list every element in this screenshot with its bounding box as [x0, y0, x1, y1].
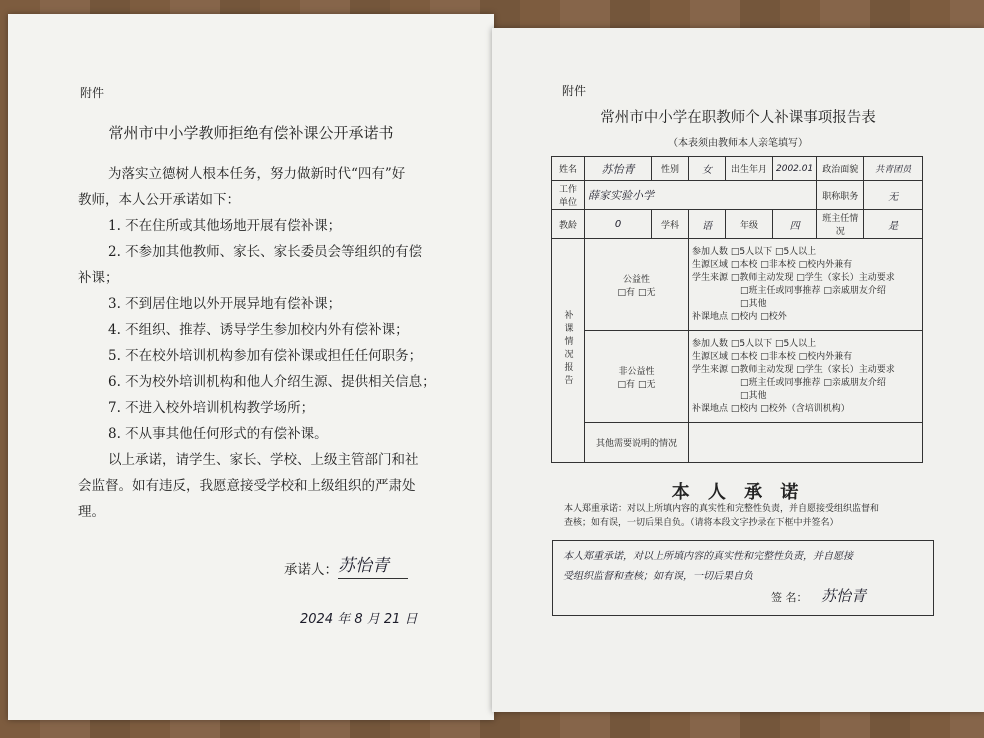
source-option: □其他 — [740, 298, 767, 309]
political-value: 共青团员 — [864, 157, 923, 181]
name-label: 姓名 — [552, 157, 585, 181]
gender-label: 性别 — [652, 157, 689, 181]
closing-line-1: 以上承诺，请学生、家长、学校、上级主管部门和社 — [108, 452, 419, 468]
intro-line-2: 教师，本人公开承诺如下： — [78, 192, 240, 208]
section-label — [552, 239, 585, 463]
handwritten-pledge-line-2: 受组织监督和查核；如有误，一切后果自负 — [563, 571, 753, 582]
subject-label: 学科 — [652, 210, 689, 239]
grade-value: 四 — [773, 210, 817, 239]
gender-value: 女 — [689, 157, 726, 181]
pledge-instruction-line-2: 查核；如有误，一切后果自负。（请将本段文字抄录在下框中并签名） — [564, 518, 839, 528]
report-form-subtitle: （本表须由教师本人亲笔填写） — [668, 138, 808, 149]
sign-label: 签 名： — [771, 591, 808, 604]
pledge-item: 7. 不进入校外培训机构教学场所； — [108, 400, 315, 416]
signer-label: 承诺人： — [284, 562, 338, 578]
non-public-interest-options — [689, 331, 923, 423]
attachment-label: 附件 — [80, 86, 105, 100]
source-option: 学生来源 □教师主动发现 □学生（家长）主动要求 — [692, 364, 895, 375]
location-option: 补课地点 □校内 □校外 — [692, 311, 787, 322]
title-rank-value: 无 — [864, 181, 923, 210]
closing-line-2: 会监督。如有违反，我愿意接受学校和上级组织的严肃处 — [78, 478, 416, 494]
source-option: □班主任或同事推荐 □亲戚朋友介绍 — [740, 285, 886, 296]
section-label-text: 补课情况报告 — [562, 310, 573, 388]
attachment-label: 附件 — [562, 84, 587, 98]
location-option: 补课地点 □校内 □校外（含培训机构） — [692, 403, 850, 414]
pledge-item: 补课； — [78, 270, 119, 286]
closing-line-3: 理。 — [78, 504, 105, 520]
handwritten-signature: 苏怡青 — [338, 556, 389, 576]
region-option: 生源区域 □本校 □非本校 □校内外兼有 — [692, 351, 853, 362]
pledge-instruction-line-1: 本人郑重承诺：对以上所填内容的真实性和完整性负责，并自愿接受组织监督和 — [564, 504, 880, 514]
non-public-none-option[interactable]: □无 — [637, 379, 656, 390]
subject-value: 语 — [689, 210, 726, 239]
non-public-interest-label: 非公益性 — [618, 366, 655, 377]
count-option: 参加人数 □5人以下 □5人以上 — [692, 246, 817, 257]
public-interest-label: 公益性 — [622, 274, 650, 285]
teaching-age-value: 0 — [585, 210, 652, 239]
work-unit-label: 工作单位 — [552, 181, 585, 210]
pledge-item: 8. 不从事其他任何形式的有偿补课。 — [108, 426, 328, 442]
other-info-label: 其他需要说明的情况 — [585, 423, 689, 463]
political-label: 政治面貌 — [817, 157, 864, 181]
non-public-has-option[interactable]: □有 — [617, 379, 636, 390]
name-value: 苏怡青 — [585, 157, 652, 181]
count-option: 参加人数 □5人以下 □5人以上 — [692, 338, 817, 349]
source-option: 学生来源 □教师主动发现 □学生（家长）主动要求 — [692, 272, 895, 283]
birth-value: 2002.01 — [773, 157, 817, 181]
handwritten-pledge-box — [552, 540, 934, 616]
handwritten-pledge-line-1: 本人郑重承诺，对以上所填内容的真实性和完整性负责，并自愿接 — [563, 551, 853, 562]
pledge-letter-page — [8, 14, 494, 720]
pledge-item: 4. 不组织、推荐、诱导学生参加校内外有偿补课； — [108, 322, 409, 338]
signature-underline — [338, 578, 408, 579]
birth-label: 出生年月 — [726, 157, 773, 181]
teaching-age-label: 教龄 — [552, 210, 585, 239]
report-form-page — [492, 28, 984, 712]
head-teacher-value: 是 — [864, 210, 923, 239]
pledge-item: 3. 不到居住地以外开展异地有偿补课； — [108, 296, 342, 312]
pledge-item: 6. 不为校外培训机构和他人介绍生源、提供相关信息； — [108, 374, 436, 390]
intro-line-1: 为落实立德树人根本任务，努力做新时代“四有”好 — [108, 166, 406, 182]
non-public-interest-cell — [585, 331, 689, 423]
source-option: □班主任或同事推荐 □亲戚朋友介绍 — [740, 377, 886, 388]
public-none-option[interactable]: □无 — [637, 287, 656, 298]
handwritten-signature: 苏怡青 — [821, 587, 867, 605]
region-option: 生源区域 □本校 □非本校 □校内外兼有 — [692, 259, 853, 270]
public-has-option[interactable]: □有 — [617, 287, 636, 298]
pledge-item: 2. 不参加其他教师、家长、家长委员会等组织的有偿 — [108, 244, 423, 260]
head-teacher-label: 班主任情况 — [817, 210, 864, 239]
title-rank-label: 职称职务 — [817, 181, 864, 210]
source-option: □其他 — [740, 390, 767, 401]
pledge-heading: 本 人 承 诺 — [671, 482, 805, 503]
pledge-letter-title: 常州市中小学教师拒绝有偿补课公开承诺书 — [108, 124, 394, 142]
pledge-item: 1. 不在住所或其他场地开展有偿补课； — [108, 218, 342, 234]
other-info-value — [689, 423, 923, 463]
public-interest-cell — [585, 239, 689, 331]
report-form-table — [551, 156, 923, 463]
grade-label: 年级 — [726, 210, 773, 239]
signature-date: 2024 年 8 月 21 日 — [300, 612, 418, 627]
pledge-instruction — [564, 502, 934, 530]
work-unit-value: 薛家实验小学 — [585, 181, 817, 210]
pledge-item: 5. 不在校外培训机构参加有偿补课或担任任何职务； — [108, 348, 423, 364]
public-interest-options — [689, 239, 923, 331]
report-form-title: 常州市中小学在职教师个人补课事项报告表 — [600, 110, 876, 126]
